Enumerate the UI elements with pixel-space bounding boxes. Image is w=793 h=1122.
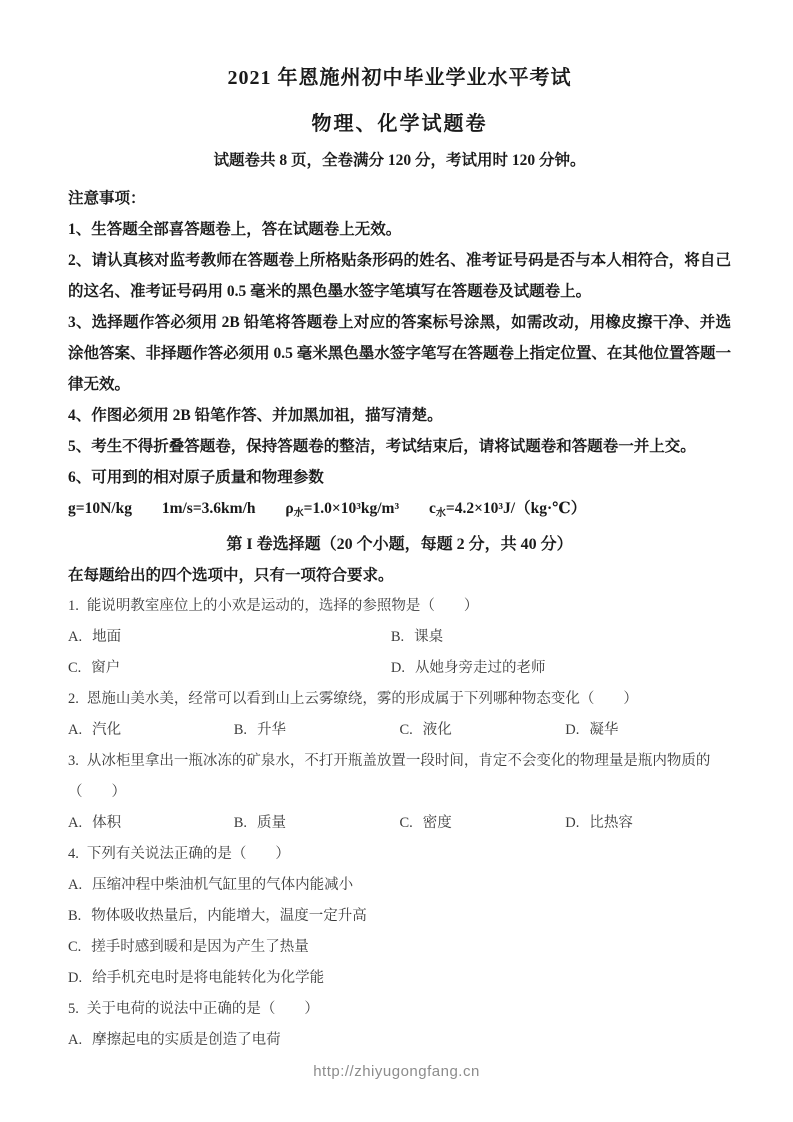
constant-g: g=10N/kg [68, 500, 132, 517]
question-4-stem [68, 839, 731, 870]
option-label: D. [68, 970, 83, 986]
question-3-number: 3. [68, 753, 79, 769]
question-4-option-a [68, 870, 731, 901]
option-label: D. [390, 660, 405, 676]
notice-item-6: 6、可用到的相对原子质量和物理参数 [68, 469, 324, 486]
section-title: 第 I 卷选择题（20 个小题，每题 2 分，共 40 分） [226, 536, 573, 553]
question-2 [68, 684, 731, 746]
c-symbol: c [428, 500, 436, 517]
question-3-option-b [234, 808, 400, 839]
option-text: 质量 [257, 815, 287, 831]
section-instruction: 在每题给出的四个选项中，只有一项符合要求。 [68, 567, 394, 584]
option-label: A. [68, 629, 83, 645]
option-text: 压缩冲程中柴油机气缸里的气体内能减小 [92, 877, 354, 893]
option-label: B. [233, 815, 248, 831]
question-4-option-d [68, 963, 731, 994]
question-2-option-a [68, 715, 234, 746]
question-4-option-c [68, 932, 731, 963]
notice-item-1: 1、生答题全部喜答题卷上，答在试题卷上无效。 [68, 221, 402, 238]
option-label: A. [68, 877, 83, 893]
question-2-stem [68, 684, 731, 715]
constant-water-specific-heat [429, 493, 586, 529]
option-label: C. [399, 815, 413, 831]
question-1 [68, 591, 731, 684]
question-3-option-c [400, 808, 566, 839]
option-label: D. [565, 815, 580, 831]
question-1-option-d [391, 653, 731, 684]
notice-item-2: 2、请认真核对监考教师在答题卷上所格贴条形码的姓名、准考证号码是否与本人相符合，将自己的这名、准考证号码用 0.5 毫米的黑色墨水签字笔填写在答题卷及试题卷上。 [68, 252, 731, 300]
question-2-option-c [400, 715, 566, 746]
question-1-option-c [68, 653, 391, 684]
constant-water-density [285, 493, 399, 529]
notice-section [68, 183, 731, 493]
option-text: 液化 [422, 722, 452, 738]
notice-header: 注意事项： [68, 190, 146, 207]
option-text: 体积 [92, 815, 122, 831]
option-label: B. [233, 722, 248, 738]
physical-constants-line [68, 493, 731, 529]
option-text: 密度 [422, 815, 452, 831]
question-1-stem [68, 591, 731, 622]
rho-symbol: ρ [285, 500, 294, 517]
option-text: 从她身旁走过的老师 [414, 660, 546, 676]
question-1-text: 能说明教室座位上的小欢是运动的，选择的参照物是（ ） [86, 598, 479, 614]
option-label: C. [399, 722, 413, 738]
option-label: C. [68, 939, 82, 955]
option-text: 物体吸收热量后，内能增大，温度一定升高 [91, 908, 367, 924]
question-3-options [68, 808, 731, 839]
option-label: A. [68, 815, 83, 831]
option-text: 给手机充电时是将电能转化为化学能 [92, 970, 325, 986]
question-3 [68, 746, 731, 839]
option-text: 课桌 [414, 629, 444, 645]
question-1-number: 1. [68, 598, 79, 614]
option-label: B. [68, 908, 82, 924]
question-5-number: 5. [68, 1001, 79, 1017]
option-text: 摩擦起电的实质是创造了电荷 [92, 1032, 281, 1048]
constant-speed: 1m/s=3.6km/h [161, 500, 256, 517]
question-5-options [68, 1025, 731, 1056]
question-4-options [68, 870, 731, 994]
question-1-options [68, 622, 731, 684]
rho-subscript: 水 [293, 508, 304, 519]
question-2-options [68, 715, 731, 746]
question-2-text: 恩施山美水美，经常可以看到山上云雾缭绕，雾的形成属于下列哪种物态变化（ ） [86, 691, 638, 707]
question-5-text: 关于电荷的说法中正确的是（ ） [86, 1001, 319, 1017]
option-text: 升华 [257, 722, 287, 738]
question-4-number: 4. [68, 846, 79, 862]
question-5-option-a [68, 1025, 731, 1056]
option-label: A. [68, 722, 83, 738]
question-4-option-b [68, 901, 731, 932]
footer-url: http://zhiyugongfang.cn [313, 1063, 480, 1080]
option-text: 比热容 [589, 815, 633, 831]
question-4-text: 下列有关说法正确的是（ ） [86, 846, 290, 862]
rho-value: =1.0×10³kg/m³ [303, 500, 400, 517]
question-1-option-a [68, 622, 391, 653]
question-1-option-b [391, 622, 731, 653]
exam-info-line: 试题卷共 8 页，全卷满分 120 分，考试用时 120 分钟。 [213, 152, 586, 169]
doc-title: 2021 年恩施州初中毕业学业水平考试 [227, 67, 572, 89]
question-2-option-b [234, 715, 400, 746]
option-label: D. [565, 722, 580, 738]
question-3-stem [68, 746, 731, 808]
question-4 [68, 839, 731, 994]
question-3-text: 从冰柜里拿出一瓶冰冻的矿泉水，不打开瓶盖放置一段时间，肯定不会变化的物理量是瓶内物质的（ ） [68, 753, 711, 800]
question-3-option-d [565, 808, 731, 839]
question-5 [68, 994, 731, 1056]
notice-item-3: 3、选择题作答必须用 2B 铅笔将答题卷上对应的答案标号涂黑，如需改动，用橡皮擦干净、并选涂他答案、非择题作答必须用 0.5 毫米黑色墨水签字笔写在答题卷上指定位置、在其他位置答题一律无效。 [68, 314, 731, 393]
option-text: 凝华 [589, 722, 619, 738]
notice-item-4: 4、作图必须用 2B 铅笔作答、并加黑加祖，描写清楚。 [68, 407, 443, 424]
question-3-option-a [68, 808, 234, 839]
option-label: B. [390, 629, 405, 645]
question-5-stem [68, 994, 731, 1025]
question-2-option-d [565, 715, 731, 746]
option-label: C. [68, 660, 82, 676]
c-subscript: 水 [435, 508, 446, 519]
question-2-number: 2. [68, 691, 79, 707]
option-text: 地面 [92, 629, 122, 645]
doc-subtitle: 物理、化学试题卷 [311, 113, 488, 135]
c-value: =4.2×10³J/（kg·℃） [445, 500, 587, 517]
notice-item-5: 5、考生不得折叠答题卷，保持答题卷的整洁，考试结束后，请将试题卷和答题卷一并上交。 [68, 438, 696, 455]
option-text: 汽化 [92, 722, 122, 738]
option-label: A. [68, 1032, 83, 1048]
option-text: 窗户 [91, 660, 121, 676]
option-text: 搓手时感到暖和是因为产生了热量 [91, 939, 309, 955]
